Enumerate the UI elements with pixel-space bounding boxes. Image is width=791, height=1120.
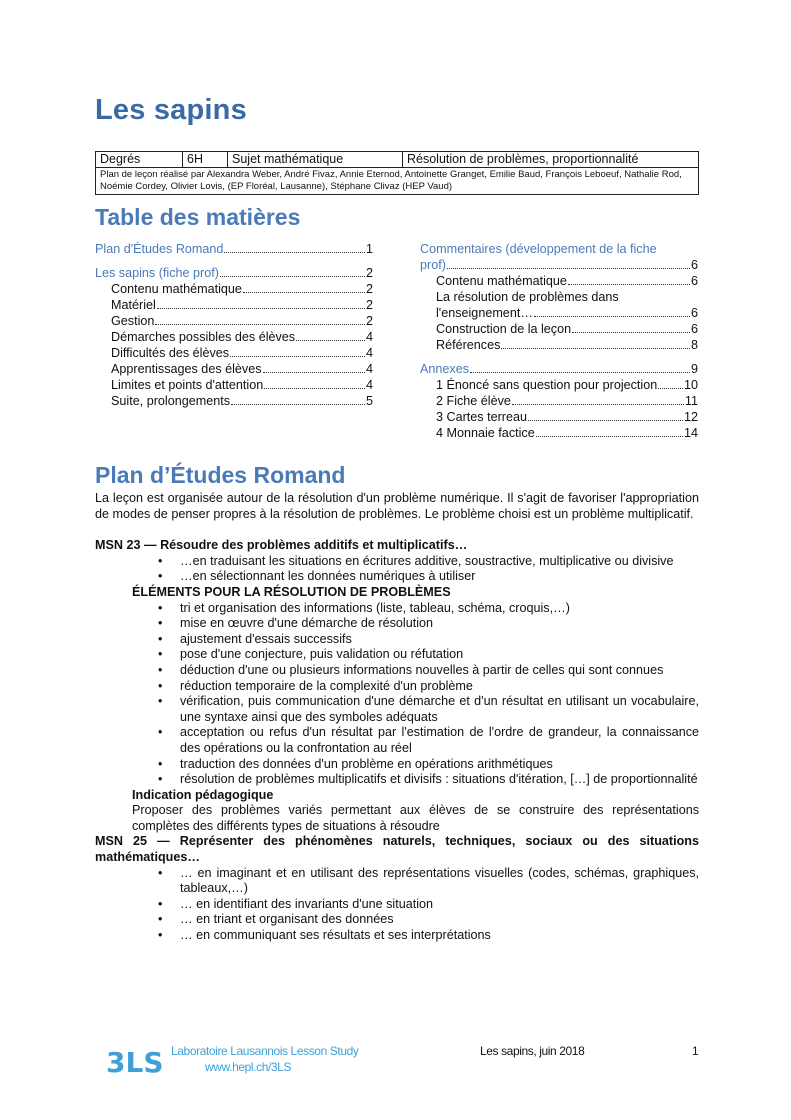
svg-text:3LS: 3LS [106, 1046, 164, 1077]
list-item: • …en sélectionnant les données numériques à utiliser [95, 569, 699, 585]
toc-item-annexe-1[interactable]: 1 Énoncé sans question pour projection 10 [436, 378, 698, 392]
list-item: • mise en œuvre d'une démarche de résolution [95, 616, 699, 632]
toc-item-page: 2 [365, 314, 373, 328]
list-item: • … en triant et organisant des données [95, 912, 699, 928]
msn25-heading: MSN 25 — Représenter des phénomènes naturels, techniques, sociaux ou des situations mathématiques… [95, 834, 699, 865]
footer-doc-date: Les sapins, juin 2018 [480, 1044, 585, 1058]
lesson-meta-table [95, 151, 699, 195]
elements-heading: ÉLÉMENTS POUR LA RÉSOLUTION DE PROBLÈMES [132, 584, 451, 599]
list-item: • vérification, puis communication d'une démarche et d'un résultat en utilisant un vocabulaire, une syntaxe ainsi que des symboles adéquats [95, 694, 699, 725]
per-section [95, 491, 699, 944]
elements-list [95, 601, 699, 788]
toc-item-label: Les sapins (fiche prof) [95, 266, 219, 280]
3ls-logo-icon [104, 1045, 164, 1077]
toc-item-page: 2 [365, 266, 373, 280]
page-number: 1 [692, 1044, 699, 1058]
toc-item-construction[interactable]: Construction de la leçon 6 [436, 322, 698, 336]
list-item: • déduction d'une ou plusieurs informations nouvelles à partir de celles qui sont connues [95, 663, 699, 679]
msn23-list [95, 554, 699, 585]
toc-item-annexes[interactable]: Annexes 9 [420, 362, 698, 376]
list-item: • … en identifiant des invariants d'une situation [95, 897, 699, 913]
toc-heading: Table des matières [95, 204, 301, 230]
list-item: • pose d'une conjecture, puis validation ou réfutation [95, 647, 699, 663]
toc-item-page: 1 [365, 242, 373, 256]
sujet-label: Sujet mathématique [228, 152, 403, 168]
toc-item[interactable] [95, 393, 373, 409]
toc-item[interactable] [95, 313, 373, 329]
list-item: • … en imaginant et en utilisant des représentations visuelles (codes, schémas, graphiques, tableaux,…) [95, 866, 699, 897]
toc-item-annexe-2[interactable]: 2 Fiche élève 11 [436, 394, 698, 408]
sujet-value: Résolution de problèmes, proportionnalité [403, 152, 699, 168]
lab-url[interactable]: www.hepl.ch/3LS [205, 1060, 292, 1074]
toc-item-label: Gestion [111, 314, 155, 328]
toc-item[interactable] [95, 361, 373, 377]
toc-item[interactable] [95, 281, 373, 297]
toc-item-page: 2 [365, 282, 373, 296]
per-intro: La leçon est organisée autour de la résolution d'un problème numérique. Il s'agit de favoriser l'appropriation de modes de penser propres à la résolution de problèmes. Le problème choisi est un problème multiplicatif. [95, 491, 699, 521]
page-footer [0, 1040, 791, 1080]
toc-item-commentaires[interactable]: prof) 6 [420, 258, 698, 272]
toc-item-annexe-3[interactable]: 3 Cartes terreau 12 [436, 410, 698, 424]
toc-item-page: 4 [365, 362, 373, 376]
list-item: • … en communiquant ses résultats et ses interprétations [95, 928, 699, 944]
list-item: • ajustement d'essais successifs [95, 632, 699, 648]
toc-item-label: Démarches possibles des élèves [111, 330, 296, 344]
toc-item-page: 4 [365, 346, 373, 360]
msn23-heading: MSN 23 — Résoudre des problèmes additifs et multiplicatifs… [95, 538, 468, 553]
toc-item-resolution-line1[interactable]: La résolution de problèmes dans [436, 290, 619, 304]
indication-heading: Indication pédagogique [132, 787, 274, 802]
toc-item-label: Plan d'Études Romand [95, 242, 224, 256]
list-item: • traduction des données d'un problème en opérations arithmétiques [95, 757, 699, 773]
toc-item-label: Matériel [111, 298, 156, 312]
credits: Plan de leçon réalisé par Alexandra Weber, André Fivaz, Annie Eternod, Antoinette Granget, Emilie Baud, François Leboeuf, Nathalie Rod, Noémie Cordey, Olivier Lovis, (EP Floréal, Lausanne), Stéphane Clivaz (HEP Vaud) [96, 168, 699, 195]
toc-item-label: Apprentissages des élèves [111, 362, 262, 376]
toc-item-label: Suite, prolongements [111, 394, 231, 408]
toc-item[interactable] [95, 345, 373, 361]
list-item: • résolution de problèmes multiplicatifs et divisifs : situations d'itération, […] de proportionnalité [95, 772, 699, 788]
toc-right-column [420, 241, 698, 441]
toc-item-page: 2 [365, 298, 373, 312]
toc-item-contenu-math-right[interactable]: Contenu mathématique 6 [436, 274, 698, 288]
toc-item-page: 4 [365, 378, 373, 392]
toc-item[interactable] [95, 265, 373, 281]
toc-item-annexe-4[interactable]: 4 Monnaie factice 14 [436, 426, 698, 440]
msn25-list [95, 866, 699, 944]
toc-left-column [95, 241, 373, 409]
degres-label: Degrés [96, 152, 183, 168]
document-title: Les sapins [95, 94, 247, 126]
toc-item-resolution[interactable]: l'enseignement… 6 [436, 306, 698, 320]
degres-value: 6H [183, 152, 228, 168]
lab-name: Laboratoire Lausannois Lesson Study [171, 1044, 359, 1058]
toc-item-page: 5 [365, 394, 373, 408]
toc-item[interactable] [95, 297, 373, 313]
list-item: • acceptation ou refus d'un résultat par l'estimation de l'ordre de grandeur, la connaissance des opérations ou la confrontation au réel [95, 725, 699, 756]
list-item: • tri et organisation des informations (liste, tableau, schéma, croquis,…) [95, 601, 699, 617]
toc-item-commentaires-line1[interactable]: Commentaires (développement de la fiche [420, 242, 657, 256]
indication-text: Proposer des problèmes variés permettant aux élèves de se construire des représentations complètes des différents types de situations à résoudre [132, 803, 699, 833]
toc-item[interactable] [95, 377, 373, 393]
per-heading: Plan d’Études Romand [95, 462, 346, 488]
toc-item-label: Limites et points d'attention [111, 378, 264, 392]
toc-item-page: 4 [365, 330, 373, 344]
list-item: • …en traduisant les situations en écritures additive, soustractive, multiplicative ou divisive [95, 554, 699, 570]
toc-item[interactable] [95, 329, 373, 345]
toc-item[interactable] [95, 241, 373, 257]
list-item: • réduction temporaire de la complexité d'un problème [95, 679, 699, 695]
toc-item-label: Difficultés des élèves [111, 346, 230, 360]
toc-item-references[interactable]: Références 8 [436, 338, 698, 352]
toc-item-label: Contenu mathématique [111, 282, 242, 296]
